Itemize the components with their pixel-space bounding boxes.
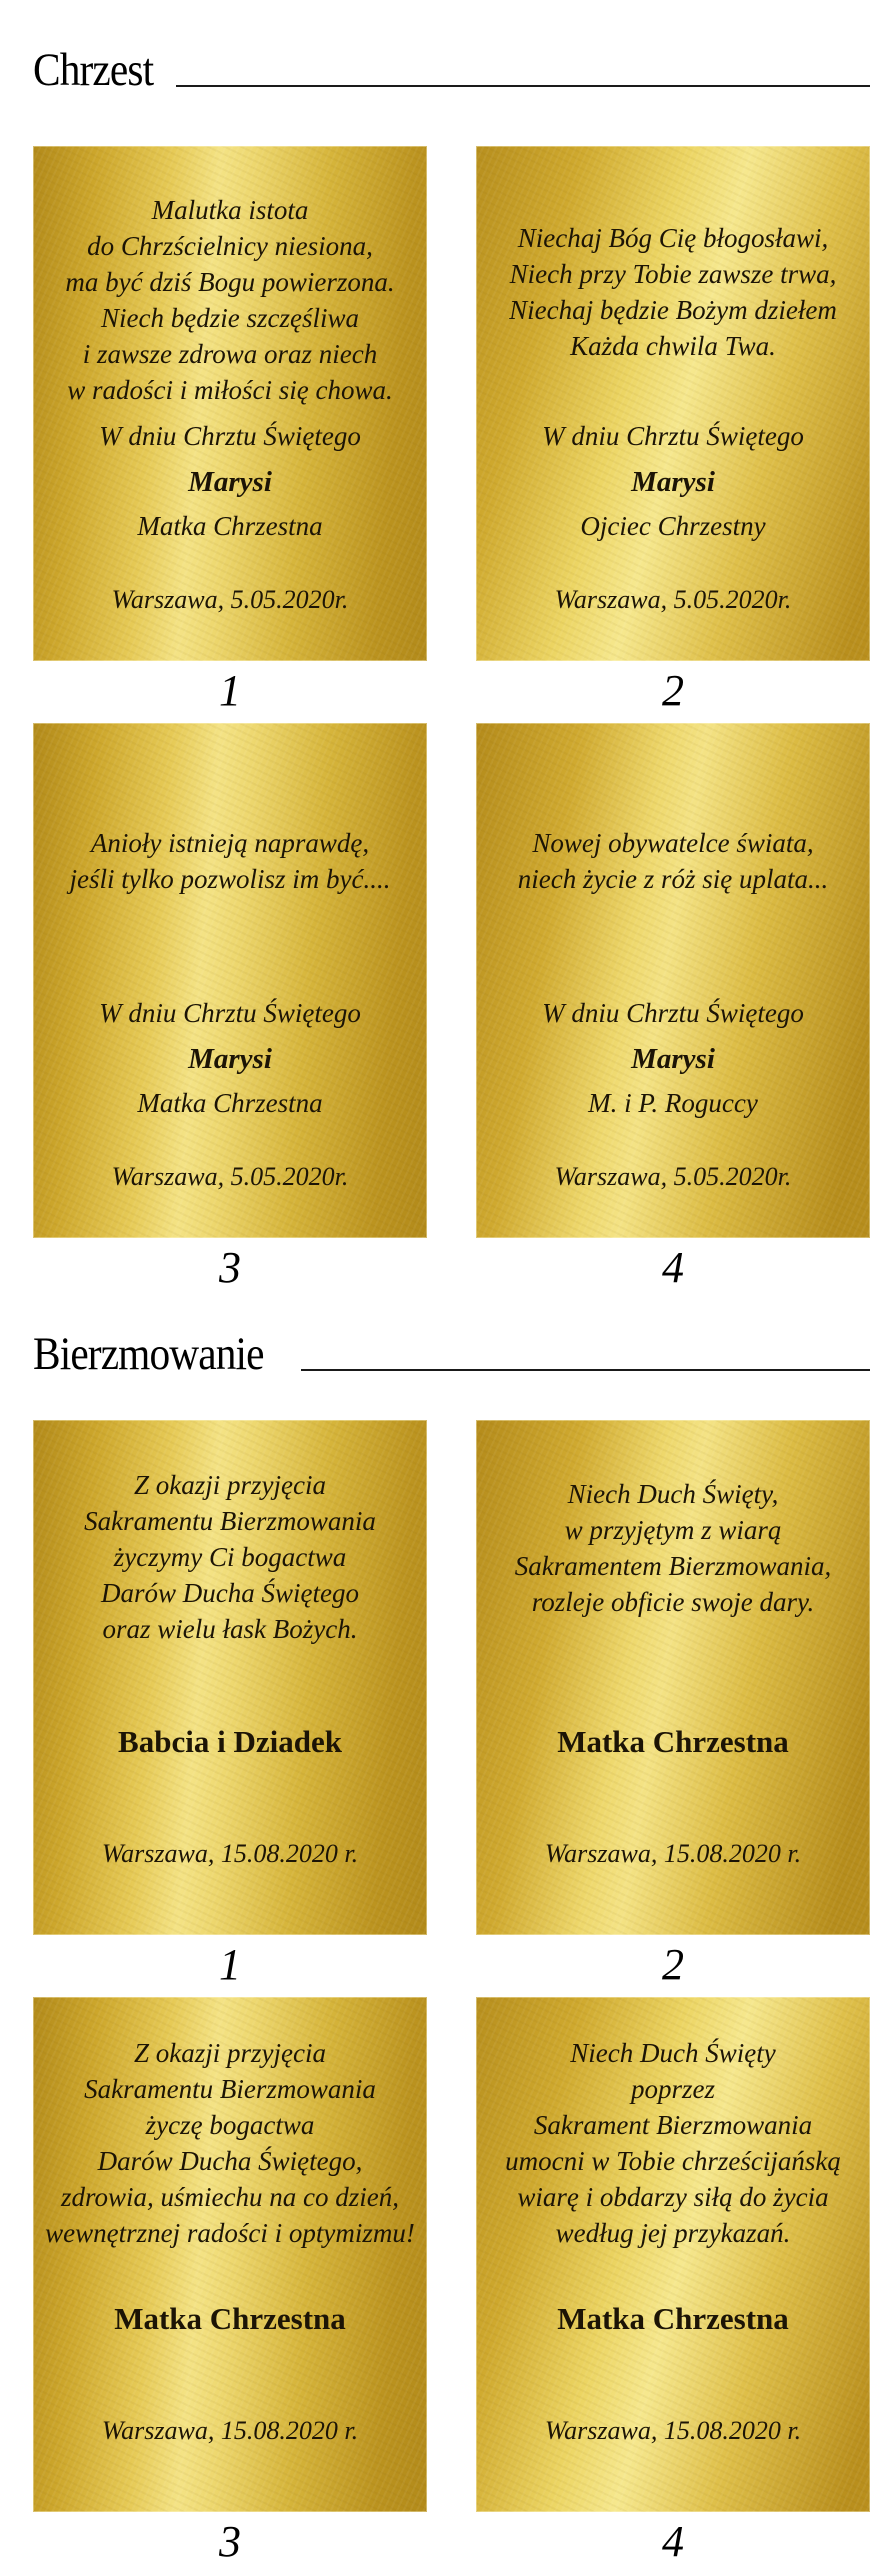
plaque-verse [45, 2035, 415, 2251]
section-title: Bierzmowanie [33, 1328, 264, 1380]
gold-plaque-card [476, 1997, 870, 2512]
template-number: 4 [662, 2517, 684, 2560]
verse-line: Niech będzie szczęśliwa [101, 303, 359, 333]
plaque-cell [476, 1420, 870, 1997]
signature-name: Matka Chrzestna [114, 2301, 346, 2336]
verse-line: wewnętrznej radości i optymizmu! [45, 2218, 415, 2248]
template-number: 2 [662, 1940, 684, 1989]
place-and-date: Warszawa, 15.08.2020 r. [101, 1839, 359, 1868]
verse-line: Każda chwila Twa. [570, 331, 776, 361]
verse-line: jeśli tylko pozwolisz im być.... [69, 864, 391, 894]
verse-line: Darów Ducha Świętego [101, 1578, 359, 1608]
plaque-verse [45, 1467, 415, 1647]
verse-line: według jej przykazań. [555, 2218, 791, 2248]
giver-name: Matka Chrzestna [137, 1088, 323, 1118]
signature-name: Matka Chrzestna [557, 1724, 789, 1759]
verse-line: Niech Duch Święty [570, 2038, 776, 2068]
dedication-occasion: W dniu Chrztu Świętego [99, 421, 361, 451]
child-name: Marysi [188, 1043, 272, 1075]
plaque-cell [33, 146, 427, 723]
plaque-cell [476, 146, 870, 723]
verse-line: Niech Duch Święty, [567, 1479, 779, 1509]
plaque-verse [488, 1476, 858, 1620]
plaque-grid [33, 146, 870, 1300]
dedication-block [476, 418, 870, 544]
verse-line: umocni w Tobie chrześcijańską [505, 2146, 841, 2176]
verse-line: Niechaj będzie Bożym dziełem [509, 295, 837, 325]
child-name: Marysi [188, 466, 272, 498]
verse-line: rozleje obficie swoje dary. [531, 1587, 815, 1617]
dedication-block [33, 995, 427, 1121]
verse-line: ma być dziś Bogu powierzona. [65, 267, 395, 297]
plaque-verse [488, 825, 858, 897]
verse-line: Sakramentu Bierzmowania [84, 1506, 376, 1536]
verse-line: Z okazji przyjęcia [134, 1470, 326, 1500]
gold-plaque-card [33, 1997, 427, 2512]
plaque-cell [33, 723, 427, 1300]
gold-plaque-card [33, 146, 427, 661]
verse-line: Sakramentem Bierzmowania, [514, 1551, 832, 1581]
giver-name: M. i P. Roguccy [588, 1088, 758, 1118]
template-number: 3 [219, 2517, 241, 2560]
place-and-date: Warszawa, 15.08.2020 r. [101, 2416, 359, 2445]
verse-line: życzę bogactwa [145, 2110, 315, 2140]
place-and-date: Warszawa, 5.05.2020r. [111, 1162, 349, 1191]
child-name: Marysi [631, 466, 715, 498]
verse-line: Nowej obywatelce świata, [532, 828, 814, 858]
verse-line: Darów Ducha Świętego, [97, 2146, 363, 2176]
verse-line: Niechaj Bóg Cię błogosławi, [517, 223, 829, 253]
place-and-date: Warszawa, 15.08.2020 r. [544, 1839, 802, 1868]
plaque-cell [33, 1420, 427, 1997]
template-number: 1 [219, 1940, 241, 1989]
section-header [33, 1324, 870, 1378]
plaque-verse [45, 825, 415, 897]
signature-name: Babcia i Dziadek [118, 1724, 342, 1759]
plaque-verse [488, 220, 858, 364]
verse-line: niech życie z róż się uplata... [517, 864, 829, 894]
dedication-occasion: W dniu Chrztu Świętego [99, 998, 361, 1028]
section-bierzmowanie [33, 1324, 870, 2560]
verse-line: w radości i miłości się chowa. [67, 375, 393, 405]
gold-plaque-card [476, 146, 870, 661]
dedication-block [33, 418, 427, 544]
place-and-date: Warszawa, 5.05.2020r. [554, 1162, 792, 1191]
plaque-verse [488, 2035, 858, 2251]
section-chrzest [33, 40, 870, 1300]
section-title-rule [301, 1369, 870, 1371]
verse-line: i zawsze zdrowa oraz niech [82, 339, 378, 369]
gold-plaque-card [33, 723, 427, 1238]
verse-line: życzymy Ci bogactwa [113, 1542, 347, 1572]
template-number: 1 [219, 666, 241, 715]
verse-line: do Chrzścielnicy niesiona, [87, 231, 373, 261]
verse-line: Z okazji przyjęcia [134, 2038, 326, 2068]
verse-line: poprzez [630, 2074, 715, 2104]
section-header [33, 40, 870, 94]
verse-line: Sakramentu Bierzmowania [84, 2074, 376, 2104]
template-number: 3 [219, 1243, 241, 1292]
giver-name: Matka Chrzestna [137, 511, 323, 541]
dedication-occasion: W dniu Chrztu Świętego [542, 998, 804, 1028]
verse-line: oraz wielu łask Bożych. [102, 1614, 358, 1644]
plaque-verse [45, 192, 415, 408]
verse-line: w przyjętym z wiarą [564, 1515, 782, 1545]
place-and-date: Warszawa, 5.05.2020r. [111, 585, 349, 614]
signature-name: Matka Chrzestna [557, 2301, 789, 2336]
template-number: 2 [662, 666, 684, 715]
dedication-block [476, 995, 870, 1121]
template-number: 4 [662, 1243, 684, 1292]
verse-line: Sakrament Bierzmowania [533, 2110, 813, 2140]
dedication-occasion: W dniu Chrztu Świętego [542, 421, 804, 451]
section-title-rule [176, 85, 870, 87]
verse-line: zdrowia, uśmiechu na co dzień, [61, 2182, 399, 2212]
place-and-date: Warszawa, 15.08.2020 r. [544, 2416, 802, 2445]
section-title: Chrzest [33, 44, 154, 96]
gold-plaque-card [33, 1420, 427, 1935]
verse-line: Anioły istnieją naprawdę, [90, 828, 370, 858]
place-and-date: Warszawa, 5.05.2020r. [554, 585, 792, 614]
plaque-cell [476, 723, 870, 1300]
verse-line: wiarę i obdarzy siłą do życia [517, 2182, 829, 2212]
gold-plaque-card [476, 1420, 870, 1935]
plaque-cell [33, 1997, 427, 2560]
verse-line: Niech przy Tobie zawsze trwa, [509, 259, 837, 289]
gold-plaque-card [476, 723, 870, 1238]
plaque-cell [476, 1997, 870, 2560]
child-name: Marysi [631, 1043, 715, 1075]
giver-name: Ojciec Chrzestny [580, 511, 766, 541]
verse-line: Malutka istota [151, 195, 309, 225]
plaque-grid [33, 1420, 870, 2560]
